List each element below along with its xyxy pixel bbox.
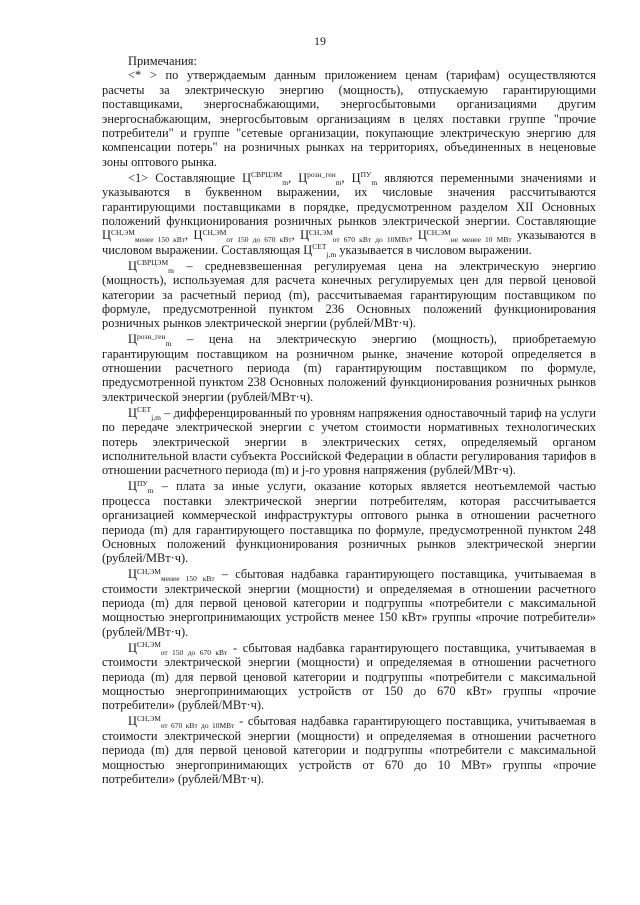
notes-title: Примечания: xyxy=(128,54,197,68)
note-1-text-c: указываются в числовом выражении. Составляющая xyxy=(102,228,596,257)
definition-pu-text: – плата за иные услуги, оказание которых является неотъемлемой частью процесса поставки электрической энергии потребителям, которая рассчитывается организацией коммерческой инфраструктуры оптового рынка в отношении расчетного периода (m) для гарантирующего поставщика по формуле, предусмотренной пунктом 248 Основных положений функционирования розничных рынков электрической энергии (рублей/МВт·ч). xyxy=(102,479,596,566)
definition-rozn-gen-text: – цена на электрическую энергию (мощность), приобретаемую гарантирующим поставщиком на розничном рынке, значение которой определяется в отношении расчетного периода (m) гарантирующим поставщиком по формуле, предусмотренной пунктом 238 Основных положений функционирования розничных рынков электрической энергии (рублей/МВт·ч). xyxy=(102,332,596,404)
symbol-svrtsem: $Ц^{СВРЦЭМ}_m$ xyxy=(128,258,175,275)
symbol-rozn-gen: $Ц^{розн\_ген}_m$ xyxy=(128,331,172,349)
symbol-pu: $Ц^{ПУ}_m$ xyxy=(128,478,154,496)
symbol-set: $Ц^{СЕТ}_{j,m}$ xyxy=(303,242,337,259)
definition-sn-150-670 xyxy=(102,641,596,713)
symbol-sn-lt150: $Ц^{СН,ЭМ}_{менее 150 кВт}$ xyxy=(128,566,215,584)
note-1-paragraph: <1> Составляющие $Ц^{СВРЦЭМ}_m$, $Ц^{розн\_ген}_m$, $Ц^{ПУ}_m$ являются переменными значениями и указываются в буквенном выражении, их числовые значения рассчитываются гарантирующими поставщиками в порядке, предусмотренном разделом XII Основных положений функционирования розничных рынков электрической энергии. Составляющие $Ц^{СН,ЭМ}_{менее 150 кВт}$, $Ц^{СН,ЭМ}_{от 150 до 670 кВт}$, $Ц^{СН,ЭМ}_{от 670 кВт до 10МВт}$, $Ц^{СН,ЭМ}_{не менее 10 МВт}$ указываются в числовом выражении. Составляющая $Ц^{СЕТ}_{j,m}$ указывается в числовом выражении. xyxy=(102,170,596,259)
symbol-sn-150-670: $Ц^{СН,ЭМ}_{от 150 до 670 кВт}$ xyxy=(193,227,292,245)
symbol-sn-670-10: $Ц^{СН,ЭМ}_{от 670 кВт до 10МВт}$ xyxy=(128,713,235,731)
note-1-text-b: являются переменными значениями и указываются в буквенном выражении, их числовые значения рассчитываются гарантирующими поставщиками в порядке, предусмотренном разделом XII Основных положений функционирования розничных рынков электрической энергии. Составляющие xyxy=(102,170,596,228)
definition-set xyxy=(102,406,596,478)
symbol-sn-150-670: $Ц^{СН,ЭМ}_{от 150 до 670 кВт}$ xyxy=(128,640,228,657)
symbol-sn-lt150: $Ц^{СН,ЭМ}_{менее 150 кВт}$ xyxy=(102,227,186,245)
definition-sn-670-10-text: - сбытовая надбавка гарантирующего поставщика, учитываемая в стоимости электрической энергии (мощности) и определяемая в отношении расчетного периода (m) для первой ценовой категории и подгруппы «потребители с максимальной мощностью энергопринимающих устройств от 670 до 10 МВт» группы «прочие потребители» (рублей/МВт·ч). xyxy=(102,714,596,786)
symbol-rozn-gen: $Ц^{розн\_ген}_m$ xyxy=(298,170,342,187)
note-star-paragraph: <* > по утверждаемым данным приложением ценам (тарифам) осуществляются расчеты за электрическую энергию (мощность), отпускаемую гарантирующими поставщиками, энергоснабжающими, энергосбытовыми организациями другим энергоснабжающим, энергосбытовым организациям в целях поставки группе "прочие потребители" и группе "сетевые организации, покупающие электрическую энергию для компенсации потерь" на розничных рынках на территориях, объединенных в неценовые зоны оптового рынка. xyxy=(102,68,596,169)
definition-pu xyxy=(102,479,596,565)
symbol-sn-ge10: $Ц^{СН,ЭМ}_{не менее 10 МВт}$ xyxy=(417,227,512,245)
note-1-text-d: указывается в числовом выражении. xyxy=(339,242,532,257)
note-1-text-a: <1> Составляющие xyxy=(128,170,236,185)
page-number: 19 xyxy=(314,34,326,48)
definition-sn-lt150 xyxy=(102,567,596,639)
symbol-sn-670-10: $Ц^{СН,ЭМ}_{от 670 кВт до 10МВт}$ xyxy=(300,227,410,245)
definition-rozn-gen xyxy=(102,332,596,404)
definition-svrtsem-text: – средневзвешенная регулируемая цена на электрическую энергию (мощность), используемая для расчета конечных регулируемых цен для первой ценовой категории за расчетный период (m), рассчитываемая гарантирующим поставщиком по формуле, предусмотренной пунктом 236 Основных положений функционирования розничных рынков электрической энергии (рублей/МВт·ч). xyxy=(102,258,596,331)
definition-sn-lt150-text: – сбытовая надбавка гарантирующего поставщика, учитываемая в стоимости электрической энергии (мощности) и определяемая в отношении расчетного периода (m) для первой ценовой категории и подгруппы «потребители с максимальной мощностью энергопринимающих устройств менее 150 кВт» группы «прочие потребители» (рублей/МВт·ч). xyxy=(102,567,596,639)
definition-sn-670-10 xyxy=(102,714,596,786)
definition-set-text: – дифференцированный по уровням напряжения одноставочный тариф на услуги по передаче электрической энергии с учетом стоимости нормативных технологических потерь электрической энергии в электрических сетях, определяемый органом исполнительной власти субъекта Российской Федерации в области регулирования тарифов в отношении расчетного периода (m) и j-го уровня напряжения (рублей/МВт·ч). xyxy=(102,405,596,478)
symbol-pu: $Ц^{ПУ}_m$ xyxy=(351,170,378,187)
definition-svrtsem xyxy=(102,259,596,331)
symbol-svrtsem: $Ц^{СВРЦЭМ}_m$ xyxy=(242,170,289,187)
symbol-set: $Ц^{СЕТ}_{j,m}$ xyxy=(128,405,161,422)
definition-sn-150-670-text: - сбытовая надбавка гарантирующего поставщика, учитываемая в стоимости электрической энергии (мощности) и определяемая в отношении расчетного периода (m) для первой ценовой категории и подгруппы «потребители с максимальной мощностью энергопринимающих устройств от 150 до 670 кВт» группы «прочие потребители» (рублей/МВт·ч). xyxy=(102,640,596,713)
document-body xyxy=(102,54,596,788)
